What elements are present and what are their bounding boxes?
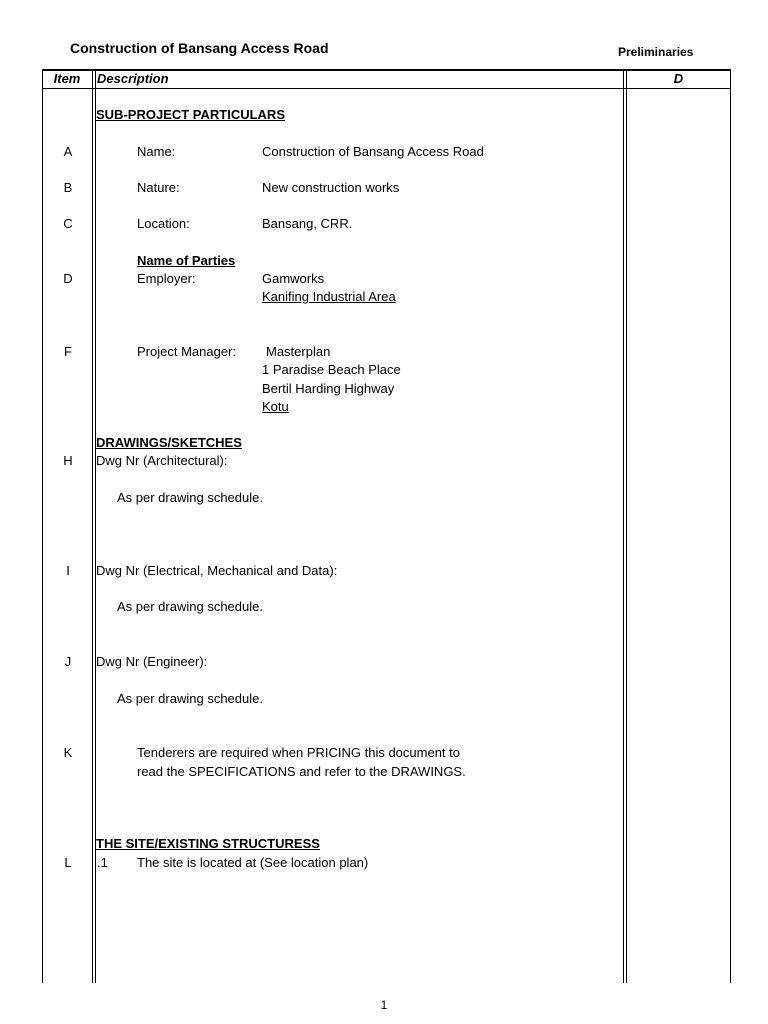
address-line: 1 Paradise Beach Place	[262, 362, 401, 377]
paragraph-line: read the SPECIFICATIONS and refer to the DRAWINGS.	[137, 764, 466, 779]
item-code: I	[66, 563, 70, 578]
item-code: L	[64, 855, 72, 870]
field-label: Employer:	[137, 271, 196, 286]
paragraph-line: Tenderers are required when PRICING this document to	[137, 745, 460, 760]
field-label: Location:	[137, 216, 190, 231]
item-code: D	[63, 271, 73, 286]
drawings-heading: DRAWINGS/SKETCHES	[96, 435, 242, 450]
item-code: A	[63, 144, 73, 159]
field-text: The site is located at (See location plan)	[137, 855, 369, 870]
field-label: Dwg Nr (Electrical, Mechanical and Data):	[96, 563, 338, 578]
column-header-item: Item	[53, 71, 81, 86]
field-value: Bansang, CRR.	[262, 216, 353, 231]
item-code: B	[63, 180, 73, 195]
field-label: Name:	[137, 144, 176, 159]
field-note: As per drawing schedule.	[117, 490, 263, 505]
field-label: Dwg Nr (Architectural):	[96, 453, 228, 468]
field-value: Gamworks	[262, 271, 325, 286]
field-label: Nature:	[137, 180, 180, 195]
column-header-description: Description	[97, 71, 169, 86]
field-value: New construction works	[262, 180, 400, 195]
sub-item-number: .1	[97, 855, 108, 870]
document-title: Construction of Bansang Access Road	[70, 40, 329, 56]
address-line: Bertil Harding Highway	[262, 381, 395, 396]
site-heading: THE SITE/EXISTING STRUCTURESS	[96, 836, 320, 851]
field-value: Masterplan	[266, 344, 331, 359]
particulars-heading: SUB-PROJECT PARTICULARS	[96, 107, 285, 122]
parties-heading: Name of Parties	[137, 253, 236, 268]
item-code: K	[63, 745, 73, 760]
item-code: J	[64, 654, 72, 669]
address-line: Kanifing Industrial Area	[262, 289, 396, 304]
section-name: Preliminaries	[618, 45, 694, 59]
column-header-d: D	[673, 71, 684, 86]
item-code: H	[63, 453, 73, 468]
page-number: 1	[380, 998, 388, 1012]
field-label: Dwg Nr (Engineer):	[96, 654, 208, 669]
field-note: As per drawing schedule.	[117, 691, 263, 706]
field-note: As per drawing schedule.	[117, 599, 263, 614]
field-value: Construction of Bansang Access Road	[262, 144, 484, 159]
address-line: Kotu	[262, 399, 289, 414]
field-label: Project Manager:	[137, 344, 236, 359]
item-code: C	[63, 216, 73, 231]
item-code: F	[64, 344, 72, 359]
